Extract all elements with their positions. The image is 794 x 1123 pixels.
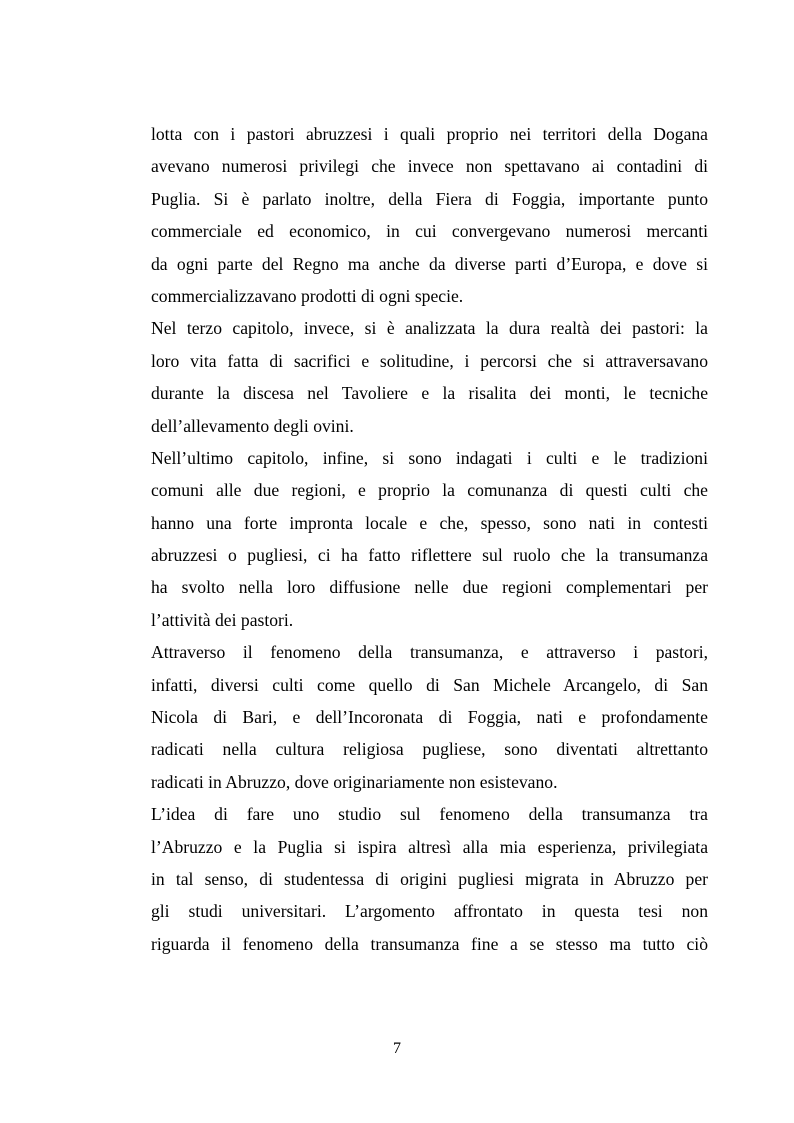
text-line: l’Abruzzo e la Puglia si ispira altresì alla mia esperienza, privilegiata (151, 836, 708, 857)
text-line: dell’allevamento degli ovini. (151, 415, 354, 436)
text-line: in tal senso, di studentessa di origini pugliesi migrata in Abruzzo per (151, 868, 708, 889)
paragraph-4 (151, 636, 708, 798)
body-text (151, 118, 708, 960)
text-line: hanno una forte impronta locale e che, spesso, sono nati in contesti (151, 512, 708, 533)
text-line: infatti, diversi culti come quello di San Michele Arcangelo, di San (151, 674, 708, 695)
text-line: Nell’ultimo capitolo, infine, si sono indagati i culti e le tradizioni (151, 447, 708, 468)
paragraph-5 (151, 798, 708, 960)
text-line: comuni alle due regioni, e proprio la comunanza di questi culti che (151, 480, 708, 501)
text-line: da ogni parte del Regno ma anche da diverse parti d’Europa, e dove si (151, 253, 708, 274)
text-line: gli studi universitari. L’argomento affrontato in questa tesi non (151, 901, 708, 922)
text-line: Nicola di Bari, e dell’Incoronata di Foggia, nati e profondamente (151, 707, 708, 728)
text-line: abruzzesi o pugliesi, ci ha fatto riflettere sul ruolo che la transumanza (151, 545, 708, 566)
text-line: lotta con i pastori abruzzesi i quali proprio nei territori della Dogana (151, 124, 708, 144)
text-line: commerciale ed economico, in cui convergevano numerosi mercanti (151, 221, 708, 242)
text-line: radicati nella cultura religiosa pugliese, sono diventati altrettanto (151, 739, 708, 760)
text-line: Nel terzo capitolo, invece, si è analizzata la dura realtà dei pastori: la (151, 318, 708, 339)
text-line: l’attività dei pastori. (151, 609, 294, 630)
paragraph-2 (151, 312, 708, 442)
page-number: 7 (393, 1040, 401, 1057)
text-line: Puglia. Si è parlato inoltre, della Fiera di Foggia, importante punto (151, 188, 708, 209)
text-line: commercializzavano prodotti di ogni specie. (151, 285, 464, 306)
text-line: ha svolto nella loro diffusione nelle due regioni complementari per (151, 577, 708, 598)
text-line: riguarda il fenomeno della transumanza fine a se stesso ma tutto ciò (151, 933, 708, 954)
text-line: loro vita fatta di sacrifici e solitudine, i percorsi che si attraversavano (151, 350, 708, 371)
paragraph-1 (151, 118, 708, 312)
text-line: L’idea di fare uno studio sul fenomeno della transumanza tra (151, 804, 708, 825)
paragraph-3 (151, 442, 708, 636)
text-line: Attraverso il fenomeno della transumanza, e attraverso i pastori, (151, 642, 708, 663)
text-line: avevano numerosi privilegi che invece non spettavano ai contadini di (151, 156, 708, 177)
text-line: durante la discesa nel Tavoliere e la risalita dei monti, le tecniche (151, 383, 708, 404)
text-line: radicati in Abruzzo, dove originariamente non esistevano. (151, 771, 558, 792)
